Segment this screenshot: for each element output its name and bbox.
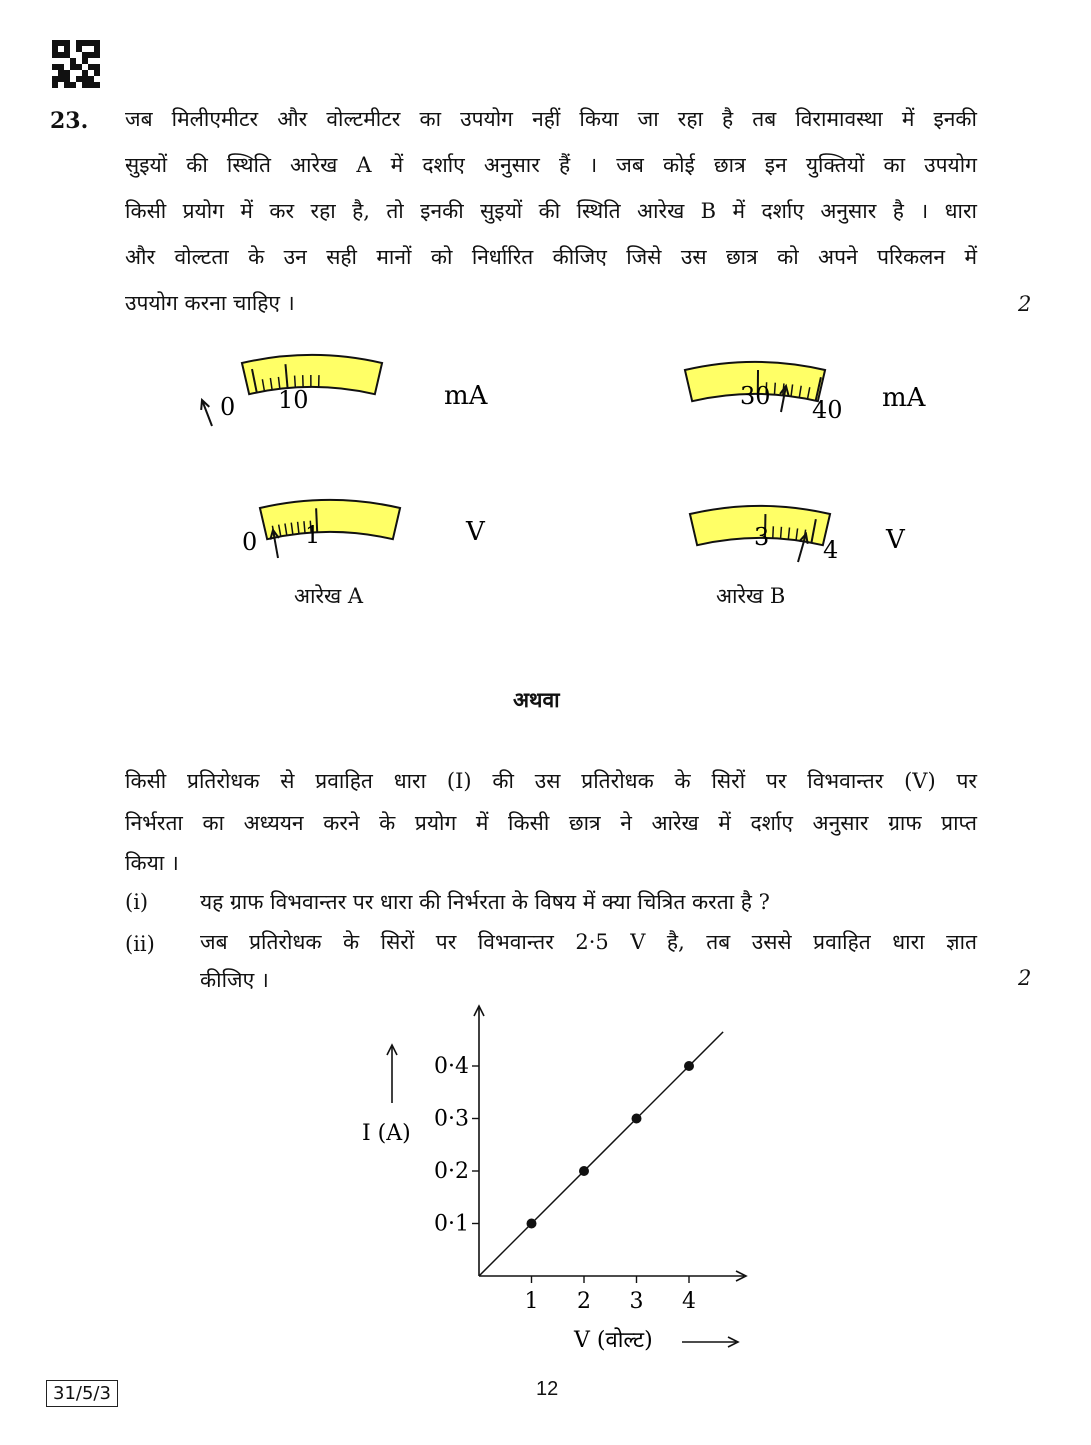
data-point xyxy=(579,1166,589,1176)
x-tick-label: 4 xyxy=(682,1289,696,1314)
meter-label-low: 0 xyxy=(220,393,236,421)
question-line-4: और वोल्टता के उन सही मानों को निर्धारित कीजिए जिसे उस छात्र को अपने परिकलन में xyxy=(125,245,977,269)
question-line-5: उपयोग करना चाहिए । xyxy=(125,291,295,315)
meter-b-voltmeter xyxy=(690,506,906,564)
meter-a-milliammeter xyxy=(201,355,488,426)
meter-tick xyxy=(774,383,775,395)
meter-label-high: 10 xyxy=(278,386,309,414)
x-tick-label: 3 xyxy=(629,1289,644,1314)
y-tick-label: 0·1 xyxy=(434,1211,469,1237)
data-point xyxy=(527,1219,537,1229)
x-axis-label: V (वोल्ट) xyxy=(574,1328,653,1353)
meter-tick xyxy=(773,526,774,538)
y-tick-label: 0·3 xyxy=(434,1106,469,1132)
option-ii-line-1: जब प्रतिरोधक के सिरों पर विभवान्तर 2·5 V है, तब उससे प्रवाहित धारा ज्ञात xyxy=(200,930,977,954)
meter-a-voltmeter xyxy=(242,500,486,558)
meter-label-low: 3 xyxy=(754,523,770,551)
caption-diagram-b: आरेख B xyxy=(716,584,786,608)
meter-label-high: 1 xyxy=(305,521,321,549)
option-ii-label: (ii) xyxy=(125,932,155,956)
meter-scale-band xyxy=(242,355,382,394)
option-ii-line-2: कीजिए । xyxy=(200,968,269,992)
question-line-1: जब मिलीएमीटर और वोल्टमीटर का उपयोग नहीं किया जा रहा है तब विरामावस्था में इनकी xyxy=(125,107,977,131)
iv-graph xyxy=(340,995,780,1365)
question-marks: 2 xyxy=(1018,292,1032,316)
meter-diagrams xyxy=(0,340,1091,620)
meter-b-milliammeter xyxy=(685,362,927,424)
option-i-text: यह ग्राफ विभवान्तर पर धारा की निर्भरता के विषय में क्या चित्रित करता है ? xyxy=(200,890,770,914)
x-tick-label: 1 xyxy=(524,1289,539,1314)
meter-unit: mA xyxy=(882,383,926,413)
meter-label-low: 0 xyxy=(242,528,258,556)
or-label: अथवा xyxy=(513,687,560,712)
page-number: 12 xyxy=(536,1378,559,1400)
alt-line-3: किया । xyxy=(125,851,179,875)
x-tick-label: 2 xyxy=(577,1289,591,1314)
data-point xyxy=(632,1114,642,1124)
meter-unit: V xyxy=(466,517,485,547)
qr-code xyxy=(52,40,100,88)
meter-label-low: 30 xyxy=(740,382,771,410)
meter-label-high: 4 xyxy=(823,536,839,564)
alt-line-1: किसी प्रतिरोधक से प्रवाहित धारा (I) की उस प्रतिरोधक के सिरों पर विभवान्तर (V) पर xyxy=(125,769,977,793)
question-line-3: किसी प्रयोग में कर रहा है, तो इनकी सुइयों की स्थिति आरेख B में दर्शाए अनुसार है । धारा xyxy=(125,199,977,223)
option-i-label: (i) xyxy=(125,890,149,914)
data-point xyxy=(684,1061,694,1071)
y-tick-label: 0·2 xyxy=(434,1159,469,1184)
y-axis-label: I (A) xyxy=(362,1121,411,1146)
question-number: 23. xyxy=(50,108,89,134)
alt-line-2: निर्भरता का अध्ययन करने के प्रयोग में किसी छात्र ने आरेख में दर्शाए अनुसार ग्राफ प्राप्त xyxy=(125,811,977,835)
meter-unit: V xyxy=(886,525,905,555)
question-line-2: सुइयों की स्थिति आरेख A में दर्शाए अनुसार हैं । जब कोई छात्र इन युक्तियों का उपयोग xyxy=(125,153,977,177)
meter-unit: mA xyxy=(444,381,488,411)
paper-code: 31/5/3 xyxy=(46,1380,118,1407)
y-tick-label: 0·4 xyxy=(434,1054,469,1079)
caption-diagram-a: आरेख A xyxy=(294,584,364,608)
alt-question-marks: 2 xyxy=(1018,966,1032,990)
meter-label-high: 40 xyxy=(812,396,843,424)
meter-tick xyxy=(781,527,782,539)
